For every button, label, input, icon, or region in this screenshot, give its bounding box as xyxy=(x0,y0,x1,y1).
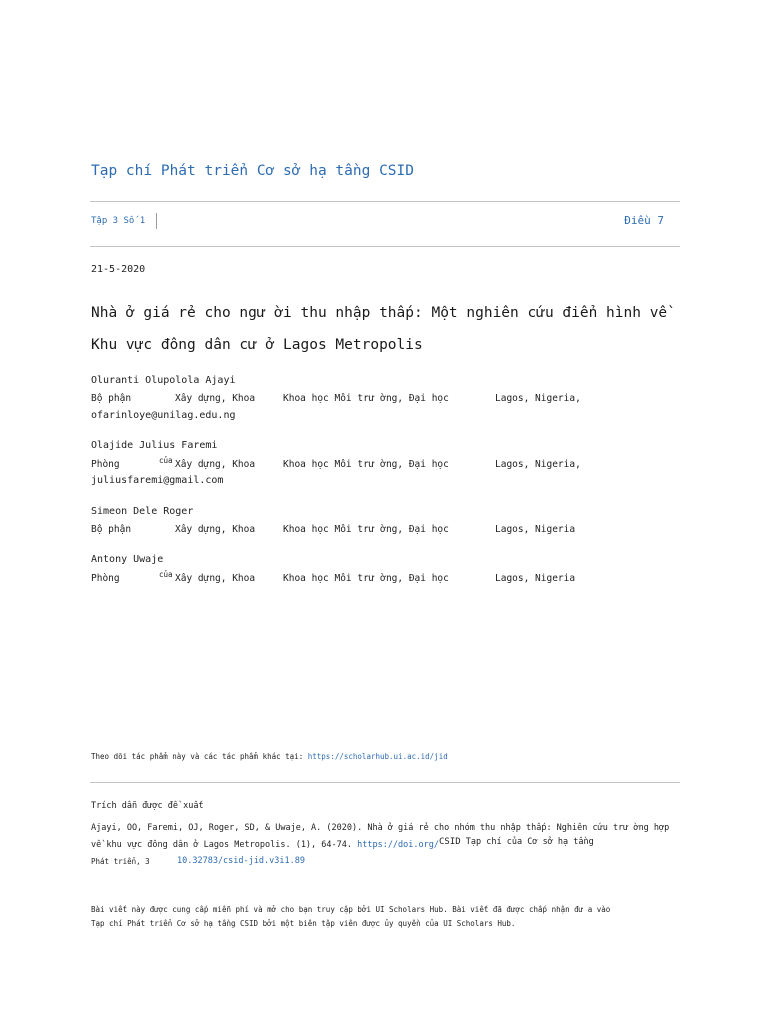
header-separator xyxy=(156,213,157,229)
author-faculty: Khoa học Môi trư ờng, Đại học xyxy=(283,393,449,404)
header-divider-top xyxy=(90,201,680,202)
doi-link[interactable]: https://doi.org/ xyxy=(357,840,439,850)
article-number-link[interactable]: Điều 7 xyxy=(624,214,664,227)
author-build: Xây dựng, Khoa xyxy=(175,459,256,470)
header-divider-bottom xyxy=(90,246,680,247)
author-of: của xyxy=(159,456,173,465)
journal-title: Tạp chí Phát triển Cơ sở hạ tầng CSID xyxy=(91,163,415,179)
citation-line-3-text: Phát triển, 3 xyxy=(91,857,150,866)
author-build: Xây dựng, Khoa xyxy=(175,573,256,584)
footer-notice-line-1: Bài viết này được cung cấp miễn phí và mở cho bạn truy cập bởi UI Scholars Hub. Bài viết đã được chấp nhận đư a vào xyxy=(91,905,611,914)
follow-text: Theo dõi tác phẩm này và các tác phẩm khác tại: xyxy=(91,752,308,761)
citation-divider xyxy=(90,782,680,783)
citation-journal: CSID xyxy=(439,837,461,847)
article-title-line-1: Nhà ở giá rẻ cho ngư ời thu nhập thấp: Một nghiên cứu điển hình về xyxy=(91,305,668,321)
author-name: Simeon Dele Roger xyxy=(91,506,194,517)
follow-line xyxy=(91,752,448,761)
author-name: Olajide Julius Faremi xyxy=(91,440,218,451)
author-build: Xây dựng, Khoa xyxy=(175,524,256,535)
author-city: Lagos, Nigeria xyxy=(495,524,576,535)
doi-suffix-link[interactable]: 10.32783/csid-jid.v3i1.89 xyxy=(177,856,305,866)
publication-date: 21-5-2020 xyxy=(91,264,146,275)
author-city: Lagos, Nigeria, xyxy=(495,459,581,470)
author-dept: Phòng xyxy=(91,573,120,584)
footer-notice-line-2: Tạp chí Phát triển Cơ sở hạ tầng CSID bởi một biên tập viên được ủy quyền của UI Scholars Hub. xyxy=(91,919,516,928)
author-name: Antony Uwaje xyxy=(91,554,164,565)
article-title-line-2: Khu vực đông dân cư ở Lagos Metropolis xyxy=(91,337,423,353)
author-build: Xây dựng, Khoa xyxy=(175,393,256,404)
author-dept: Bộ phận xyxy=(91,524,132,535)
author-city: Lagos, Nigeria xyxy=(495,573,576,584)
author-name: Oluranti Olupolola Ajayi xyxy=(91,375,236,386)
citation-heading: Trích dẫn được đề xuất xyxy=(91,801,204,811)
author-email: ofarinloye@unilag.edu.ng xyxy=(91,410,236,421)
author-of: của xyxy=(159,570,173,579)
citation-line-2 xyxy=(91,837,594,850)
citation-text: về khu vực đông dân ở Lagos Metropolis. (1), 64-74. xyxy=(91,840,358,850)
author-dept: Phòng xyxy=(91,459,120,470)
scholarhub-link[interactable]: https://scholarhub.ui.ac.id/jid xyxy=(307,752,448,761)
author-city: Lagos, Nigeria, xyxy=(495,393,581,404)
author-email: juliusfaremi@gmail.com xyxy=(91,475,224,486)
author-faculty: Khoa học Môi trư ờng, Đại học xyxy=(283,459,449,470)
author-faculty: Khoa học Môi trư ờng, Đại học xyxy=(283,524,449,535)
volume-issue-link[interactable]: Tập 3 Số 1 xyxy=(91,216,146,226)
author-faculty: Khoa học Môi trư ờng, Đại học xyxy=(283,573,449,584)
citation-journal-tail: Tạp chí của Cơ sở hạ tầng xyxy=(460,837,594,847)
citation-line-1: Ajayi, OO, Faremi, OJ, Roger, SD, & Uwaje, A. (2020). Nhà ở giá rẻ cho nhóm thu nhập thấp: Nghiên cứu trư ờng hợp xyxy=(91,823,670,833)
author-dept: Bộ phận xyxy=(91,393,132,404)
